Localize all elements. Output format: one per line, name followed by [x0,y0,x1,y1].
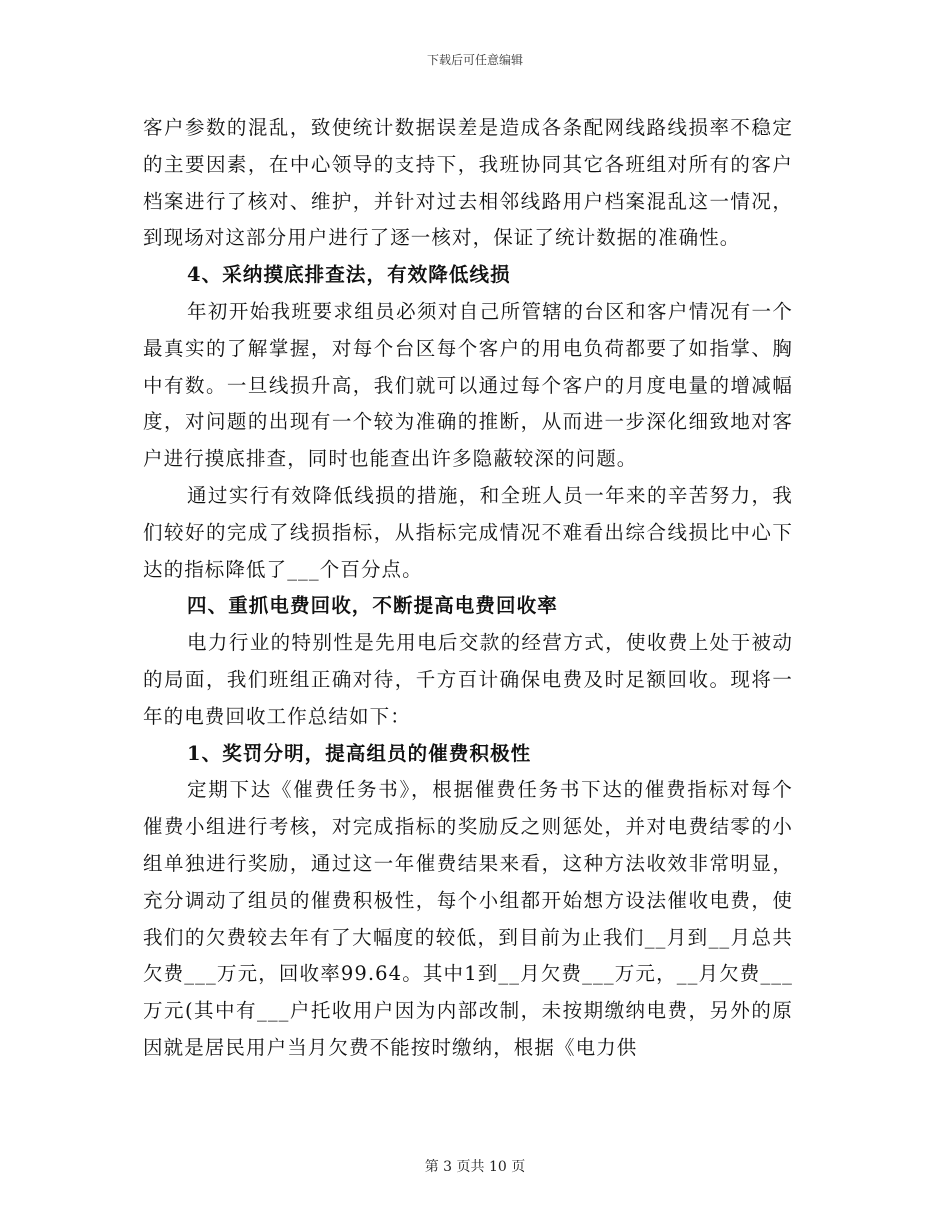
paragraph-line-loss-result: 通过实行有效降低线损的措施，和全班人员一年来的辛苦努力，我们较好的完成了线损指标，从指标完成情况不难看出综合线损比中心下达的指标降低了___个百分点。 [143,483,793,581]
page-header: 下载后可任意编辑 [426,53,523,67]
document-body [143,110,793,1067]
paragraph-fee-collection-intro: 电力行业的特别性是先用电后交款的经营方式，使收费上处于被动的局面，我们班组正确对待，千方百计确保电费及时足额回收。现将一年的电费回收工作总结如下： [143,631,793,728]
page-footer: 第 3 页共 10 页 [424,1159,526,1175]
paragraph-customer-archives: 客户参数的混乱，致使统计数据误差是造成各条配网线路线损率不稳定的主要因素，在中心领导的支持下，我班协同其它各班组对所有的客户档案进行了核对、维护，并针对过去相邻线路用户档案混乱这一情况，到现场对这部分用户进行了逐一核对，保证了统计数据的准确性。 [143,116,793,250]
paragraph-investigation-method: 年初开始我班要求组员必须对自己所管辖的台区和客户情况有一个最真实的了解掌握，对每个台区每个客户的用电负荷都要了如指掌、胸中有数。一旦线损升高，我们就可以通过每个客户的月度电量的增减幅度，对问题的出现有一个较为准确的推断，从而进一步深化细致地对客户进行摸底排查，同时也能查出许多隐蔽较深的问题。 [143,299,793,471]
heading-fee-collection: 四、重抓电费回收，不断提高电费回收率 [187,594,558,618]
heading-investigation-method: 4、采纳摸底排查法，有效降低线损 [187,263,511,287]
heading-rewards-penalties: 1、奖罚分明，提高组员的催费积极性 [187,741,532,765]
paragraph-rewards-penalties: 定期下达《催费任务书》，根据催费任务书下达的催费指标对每个催费小组进行考核，对完成指标的奖励反之则惩处，并对电费结零的小组单独进行奖励，通过这一年催费结果来看，这种方法收效非常明显，充分调动了组员的催费积极性，每个小组都开始想方设法催收电费，使我们的欠费较去年有了大幅度的较低，到目前为止我们__月到__月总共欠费___万元，回收率99.64。其中1到__月欠费___万元，__月欠费___万元(其中有___户托收用户因为内部改制，未按期缴纳电费，另外的原因就是居民用户当月欠费不能按时缴纳，根据《电力供 [143,778,793,1059]
